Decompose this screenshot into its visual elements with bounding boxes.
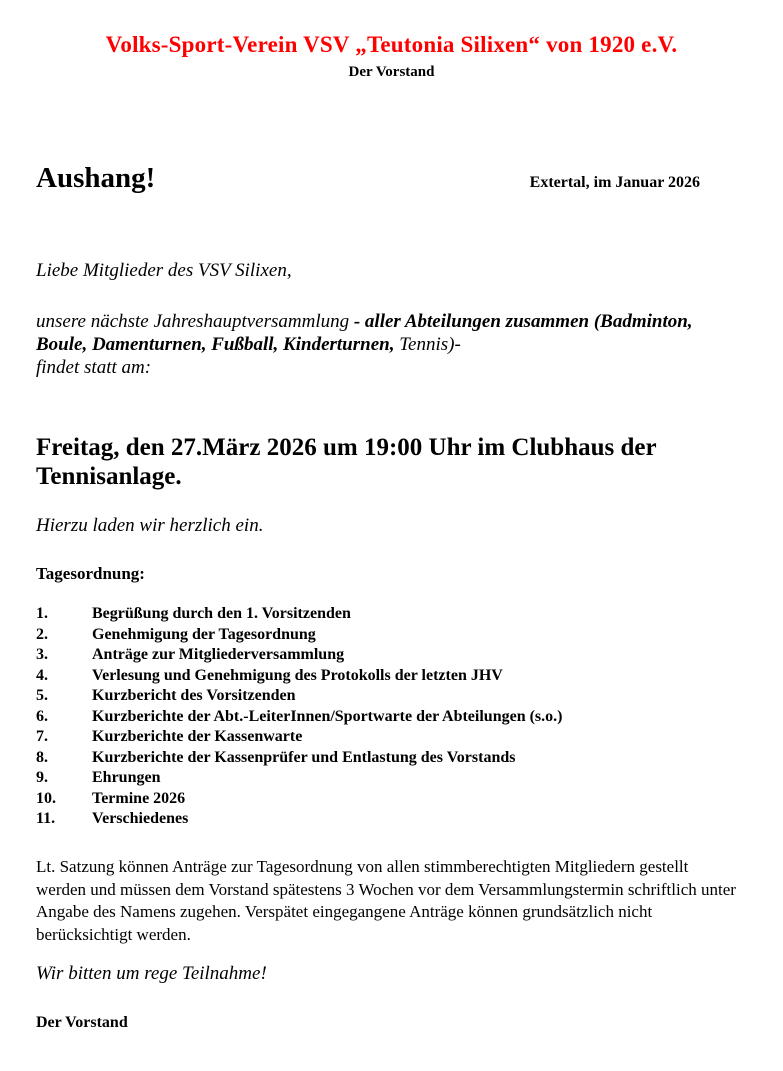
club-name-heading: Volks-Sport-Verein VSV „Teutonia Silixen“ von 1920 e.V. [105,32,678,57]
agenda-item [36,768,736,789]
agenda-item-label: Begrüßung durch den 1. Vorsitzenden [92,605,351,622]
agenda-item [36,727,736,748]
agenda-item-number: 6. [36,707,48,725]
agenda-item-number: 2. [36,625,48,643]
agenda-item [36,645,736,666]
agenda-item-label: Verschiedenes [92,810,189,827]
salutation: Liebe Mitglieder des VSV Silixen, [36,260,292,281]
agenda-item-label: Kurzberichte der Abt.-LeiterInnen/Sportwarte der Abteilungen (s.o.) [92,707,563,725]
agenda-item [36,666,736,687]
agenda-item-number: 9. [36,769,48,786]
agenda-item-label: Ehrungen [92,769,161,786]
agenda-item-number: 11. [36,810,56,827]
agenda-item-number: 4. [36,666,48,684]
intro-paragraph [36,310,736,379]
letterhead [0,32,783,81]
agenda-item-number: 1. [36,605,48,622]
agenda-item-label: Kurzberichte der Kassenprüfer und Entlastung des Vorstands [92,748,516,766]
agenda-item [36,625,736,646]
agenda-item [36,748,736,769]
agenda-item [36,686,736,707]
agenda-item-label: Kurzbericht des Vorsitzenden [92,687,296,704]
intro-text-part2: Tennis)- [394,334,461,355]
agenda-item [36,789,736,810]
board-subtitle: Der Vorstand [348,64,435,80]
headline-row [36,162,736,194]
page-title: Aushang! [36,162,156,194]
agenda-item-label: Anträge zur Mitgliederversammlung [92,646,345,663]
statute-note: Lt. Satzung können Anträge zur Tagesordnung von allen stimmberechtigten Mitgliedern gestellt werden und müssen dem Vorstand spätestens 3 Wochen vor dem Versammlungstermin schriftlich unter Angabe des Namens zugehen. Verspätet eingegangene Anträge können grundsätzlich nicht berücksichtigt werden. [36,857,736,944]
closing-request: Wir bitten um rege Teilnahme! [36,963,267,984]
agenda-item-number: 8. [36,748,48,766]
agenda-item-number: 7. [36,728,48,745]
agenda-item-number: 10. [36,789,56,807]
agenda-item-number: 5. [36,687,48,704]
meeting-details: Freitag, den 27.März 2026 um 19:00 Uhr im Clubhaus der Tennisanlage. [36,434,657,490]
intro-text-part3: findet statt am: [36,357,152,378]
agenda-item-label: Termine 2026 [92,789,186,807]
signature: Der Vorstand [36,1014,128,1031]
agenda-item-label: Verlesung und Genehmigung des Protokolls der letzten JHV [92,666,503,684]
agenda-item-label: Kurzberichte der Kassenwarte [92,728,303,745]
agenda-item [36,809,736,830]
agenda-list [36,604,736,830]
intro-text-bold: - aller Abteilungen zusammen (Badminton, Boule, Damenturnen, Fußball, Kinderturnen, [36,311,693,355]
intro-text-part1: unsere nächste Jahreshauptversammlung [36,311,350,332]
agenda-item [36,604,736,625]
place-and-date: Extertal, im Januar 2026 [529,174,700,191]
agenda-heading: Tagesordnung: [36,564,145,583]
agenda-item-label: Genehmigung der Tagesordnung [92,625,316,643]
agenda-item [36,707,736,728]
invitation-line: Hierzu laden wir herzlich ein. [36,515,264,536]
agenda-item-number: 3. [36,646,48,663]
